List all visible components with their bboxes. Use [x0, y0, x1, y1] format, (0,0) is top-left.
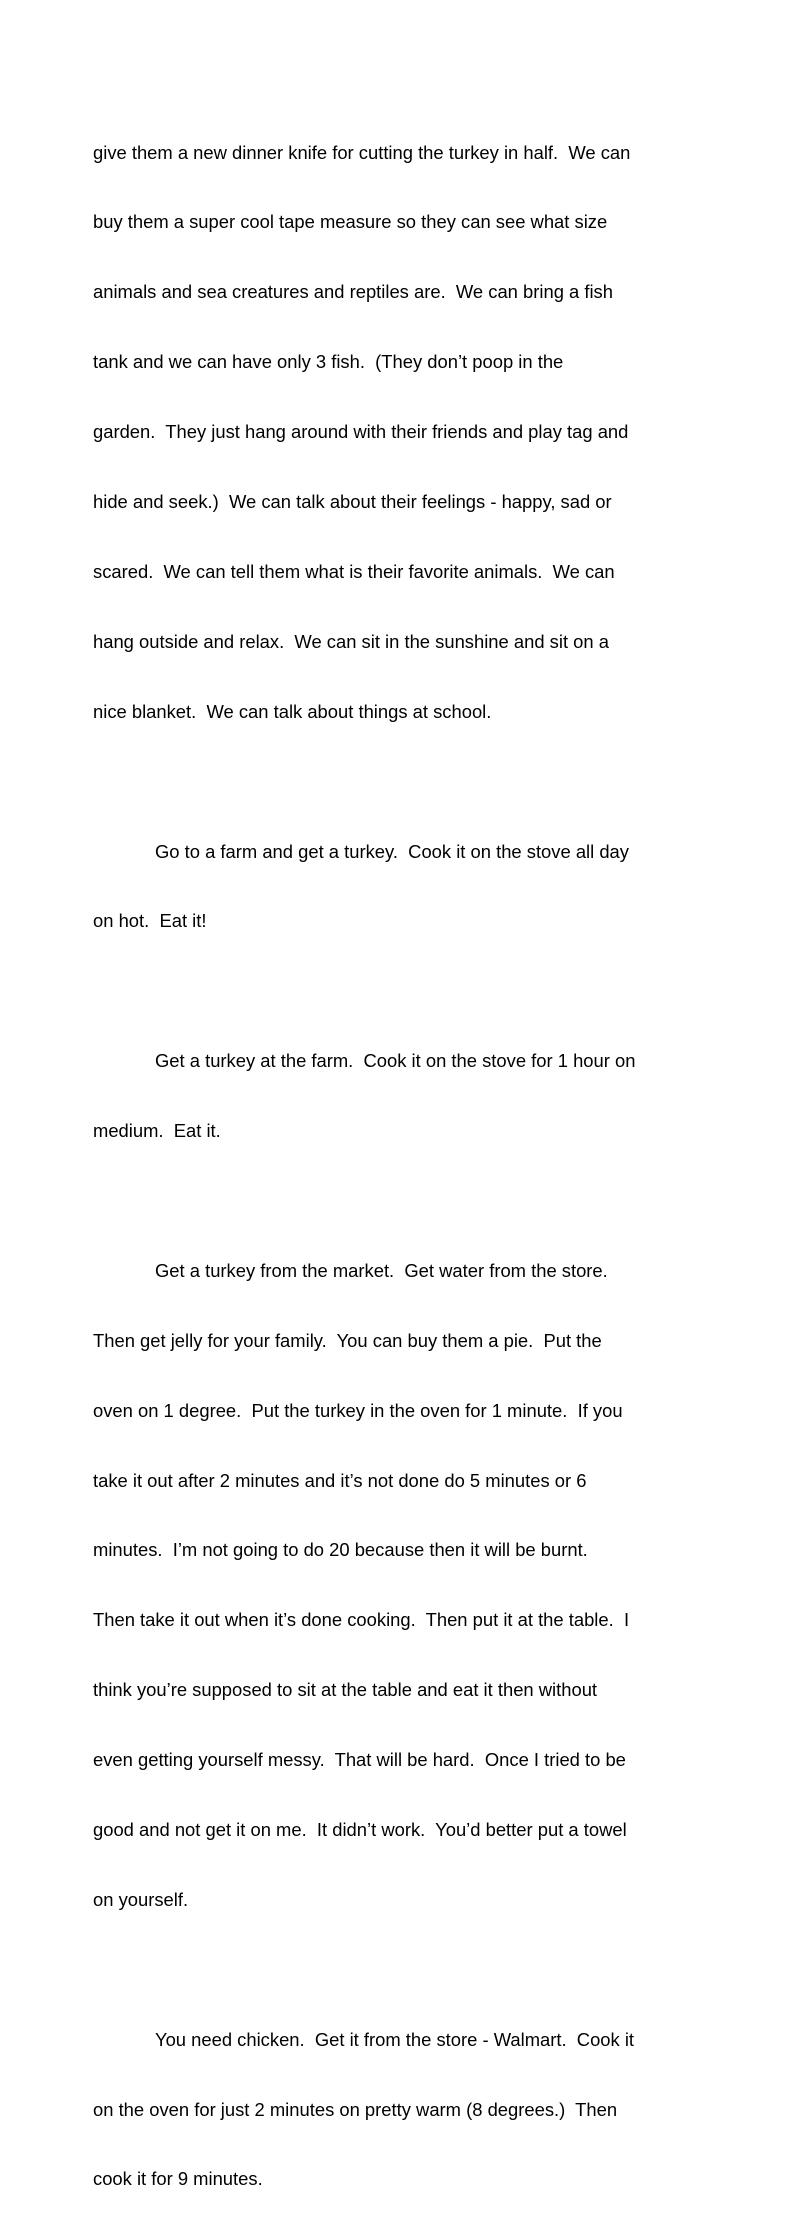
text-line: Then take it out when it’s done cooking. Then put it at the table. I: [93, 1609, 630, 1631]
text-line: nice blanket. We can talk about things at school.: [93, 700, 492, 722]
text-line-content: Get a turkey from the market. Get water from the store.: [155, 1259, 608, 1281]
text-line: Then get jelly for your family. You can buy them a pie. Put the: [93, 1329, 602, 1351]
paragraph-market-turkey: [93, 1212, 705, 1958]
paragraph-intro: [93, 94, 705, 770]
text-line: buy them a super cool tape measure so they can see what size: [93, 211, 608, 233]
text-line: garden. They just hang around with their friends and play tag and: [93, 421, 629, 443]
text-line: [93, 840, 705, 863]
paragraph-spacer: [93, 1958, 705, 1981]
text-line: medium. Eat it.: [93, 1120, 221, 1142]
text-line: scared. We can tell them what is their favorite animals. We can: [93, 560, 615, 582]
paragraph-farm-turkey-medium: [93, 1003, 705, 1189]
text-line: take it out after 2 minutes and it’s not done do 5 minutes or 6: [93, 1469, 587, 1491]
text-line: animals and sea creatures and reptiles are. We can bring a fish: [93, 281, 613, 303]
text-line: good and not get it on me. It didn’t work. You’d better put a towel: [93, 1818, 627, 1840]
text-line: cook it for 9 minutes.: [93, 2168, 263, 2190]
text-line-content: Go to a farm and get a turkey. Cook it on the stove all day: [155, 840, 629, 862]
text-line-content: You need chicken. Get it from the store - Walmart. Cook it: [155, 2028, 635, 2050]
paragraph-spacer: [93, 1189, 705, 1212]
text-line: [93, 2028, 705, 2051]
text-line: minutes. I’m not going to do 20 because then it will be burnt.: [93, 1539, 588, 1561]
paragraph-chicken: [93, 1981, 705, 2237]
text-line-content: Get a turkey at the farm. Cook it on the stove for 1 hour on: [155, 1050, 636, 1072]
document-page: [93, 94, 705, 2237]
text-line: on hot. Eat it!: [93, 910, 207, 932]
paragraph-farm-turkey: [93, 793, 705, 979]
text-line: give them a new dinner knife for cutting the turkey in half. We can: [93, 141, 631, 163]
text-line: oven on 1 degree. Put the turkey in the oven for 1 minute. If you: [93, 1399, 623, 1421]
text-line: think you’re supposed to sit at the table and eat it then without: [93, 1679, 598, 1701]
text-line: hang outside and relax. We can sit in the sunshine and sit on a: [93, 630, 609, 652]
text-line: even getting yourself messy. That will be hard. Once I tried to be: [93, 1749, 626, 1771]
text-line: on the oven for just 2 minutes on pretty warm (8 degrees.) Then: [93, 2098, 618, 2120]
paragraph-spacer: [93, 979, 705, 1002]
text-line: [93, 1259, 705, 1282]
text-line: tank and we can have only 3 fish. (They don’t poop in the: [93, 351, 564, 373]
paragraph-spacer: [93, 770, 705, 793]
text-line: on yourself.: [93, 1888, 189, 1910]
text-line: hide and seek.) We can talk about their feelings - happy, sad or: [93, 491, 612, 513]
text-line: [93, 1049, 705, 1072]
